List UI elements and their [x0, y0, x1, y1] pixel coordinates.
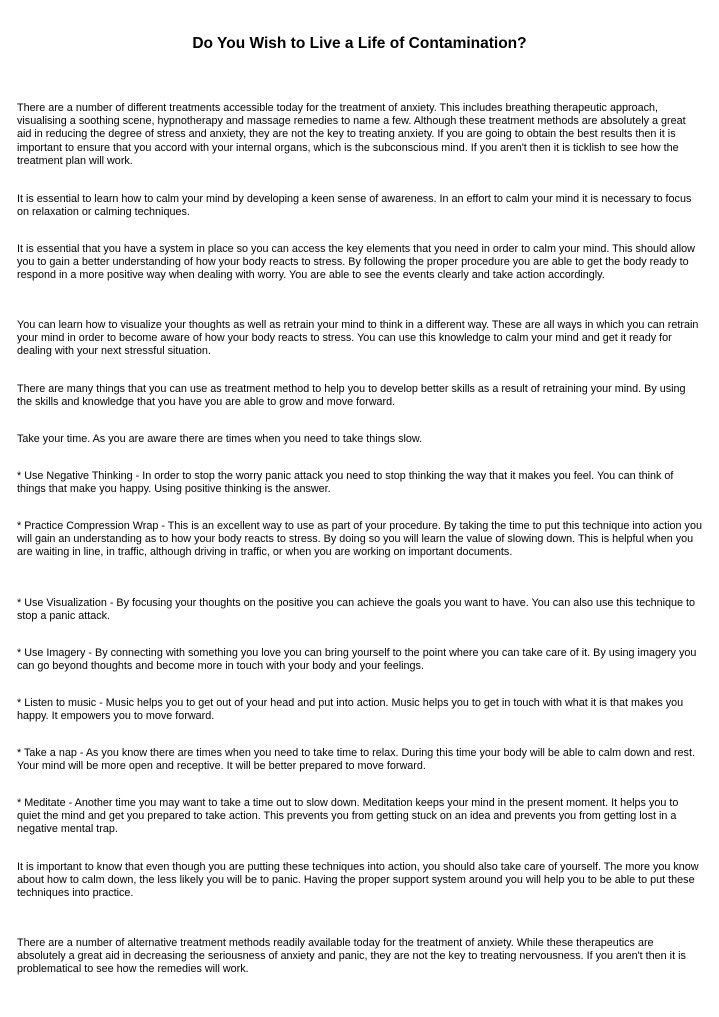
paragraph: There are many things that you can use as treatment method to help you to develop better skills as a result of retraining your mind. By using the skills and knowledge that you have you are able to grow and move forward. — [17, 383, 686, 409]
paragraph: * Take a nap - As you know there are times when you need to take time to relax. During this time your body will be able to calm down and rest. Your mind will be more open and receptive. It will be better prepared to move forward. — [17, 747, 695, 773]
paragraph: There are a number of alternative treatment methods readily available today for the treatment of anxiety. While these therapeutics are absolutely a great aid in decreasing the seriousness of anxiety and panic, they are not the key to treating nervousness. If you aren't then it is problematical to see how the remedies will work. — [17, 937, 686, 976]
paragraph: You can learn how to visualize your thoughts as well as retrain your mind to think in a different way. These are all ways in which you can retrain your mind in order to become aware of how your body reacts to stress. You can use this knowledge to calm your mind and get it ready for dealing with your next stressful situation. — [17, 319, 699, 358]
paragraph: There are a number of different treatments accessible today for the treatment of anxiety. This includes breathing therapeutic approach, visualising a soothing scene, hypnotherapy and massage remedies to name a few. Although these treatment methods are absolutely a great aid in reducing the degree of stress and anxiety, they are not the key to treating anxiety. If you are going to obtain the best results then it is important to ensure that you accord with your internal organs, which is the subconscious mind. If you aren't then it is ticklish to see how the treatment plan will work. — [17, 102, 686, 167]
paragraph: Take your time. As you are aware there are times when you need to take things slow. — [17, 433, 423, 445]
paragraph: * Use Imagery - By connecting with something you love you can bring yourself to the point where you can take care of it. By using imagery you can go beyond thoughts and become more in touch with your body and your feelings. — [17, 647, 697, 673]
paragraph: * Use Negative Thinking - In order to stop the worry panic attack you need to stop thinking the way that it makes you feel. You can think of things that make you happy. Using positive thinking is the answer. — [17, 470, 674, 496]
paragraph: It is essential to learn how to calm your mind by developing a keen sense of awareness. In an effort to calm your mind it is necessary to focus on relaxation or calming techniques. — [17, 193, 692, 219]
paragraph: * Meditate - Another time you may want to take a time out to slow down. Meditation keeps your mind in the present moment. It helps you to quiet the mind and get you prepared to take action. This prevents you from getting stuck on an idea and prevents you from getting lost in a negative mental trap. — [17, 797, 679, 836]
paragraph: * Listen to music - Music helps you to get out of your head and put into action. Music helps you to get in touch with what it is that makes you happy. It empowers you to move forward. — [17, 697, 684, 723]
document-title: Do You Wish to Live a Life of Contamination? — [192, 35, 527, 52]
paragraph: It is essential that you have a system in place so you can access the key elements that you need in order to calm your mind. This should allow you to gain a better understanding of how your body reacts to stress. By following the proper procedure you are able to get the body ready to respond in a more positive way when dealing with worry. You are able to see the events clearly and take action accordingly. — [17, 243, 695, 282]
paragraph: It is important to know that even though you are putting these techniques into action, you should also take care of yourself. The more you know about how to calm down, the less likely you will be to panic. Having the proper support system around you will help you to be able to put these techniques into practice. — [17, 861, 699, 900]
paragraph: * Use Visualization - By focusing your thoughts on the positive you can achieve the goals you want to have. You can also use this technique to stop a panic attack. — [17, 597, 696, 623]
paragraph: * Practice Compression Wrap - This is an excellent way to use as part of your procedure. By taking the time to put this technique into action you will gain an understanding as to how your body reacts to stress. By doing so you will learn the value of slowing down. This is helpful when you are waiting in line, in traffic, although driving in traffic, or when you are working on important documents. — [17, 520, 702, 559]
